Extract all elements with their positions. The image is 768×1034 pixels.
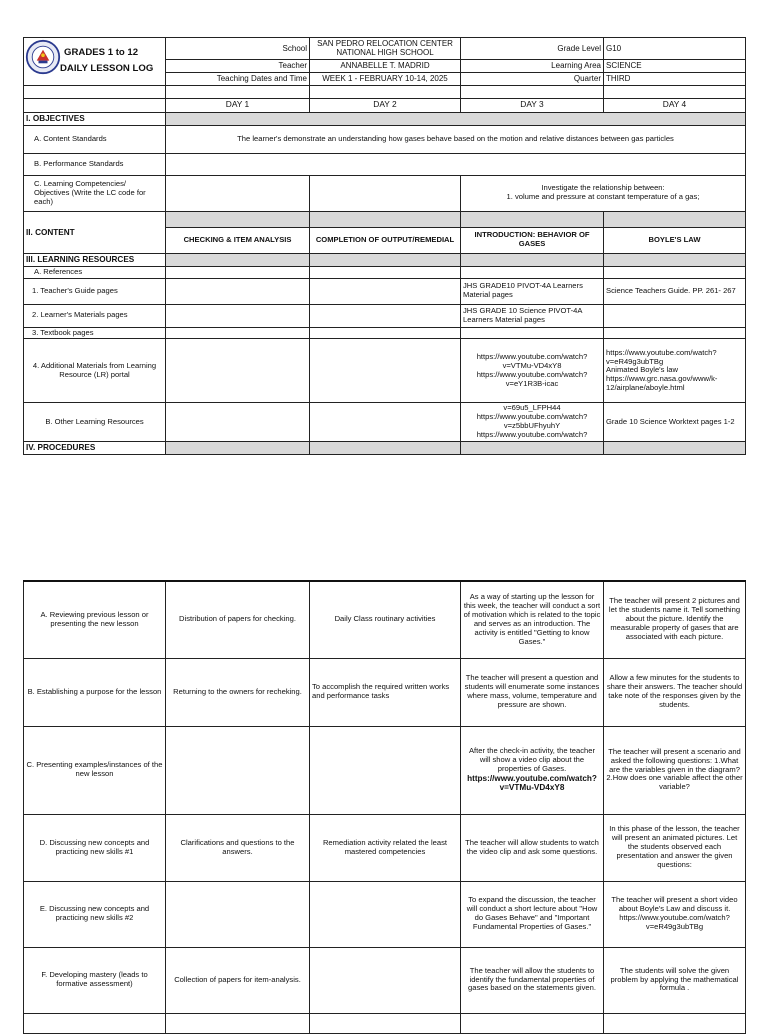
- day-header: DAY 3: [461, 98, 604, 112]
- procedure-day4: The teacher will present a short video about Boyle's Law and discuss it. https://www.youtube.com/watch?v=eR49g3ubTBg: [604, 881, 746, 947]
- procedure-day1: Distribution of papers for checking.: [166, 581, 310, 658]
- day-header: DAY 2: [310, 98, 461, 112]
- empty-cell: [166, 339, 310, 403]
- lr-portal-label: 4. Additional Materials from Learning Resource (LR) portal: [24, 339, 166, 403]
- empty-cell: [604, 266, 746, 278]
- teacher-value: ANNABELLE T. MADRID: [310, 59, 461, 72]
- procedure-day2: Remediation activity related the least mastered competencies: [310, 814, 461, 881]
- gray-band: [461, 211, 604, 227]
- competencies-value: [461, 175, 746, 211]
- procedure-day3: To expand the discussion, the teacher will conduct a short lecture about "How do Gases Behave" and "Important Fundamental Properties of Gases.": [461, 881, 604, 947]
- school-value: SAN PEDRO RELOCATION CENTER NATIONAL HIGH SCHOOL: [310, 38, 461, 60]
- procedure-row: [24, 726, 746, 814]
- empty-cell: [166, 266, 310, 278]
- lr-portal-day4: [604, 339, 746, 403]
- lr-portal-day4-link1[interactable]: https://www.youtube.com/watch?v=eR49g3ubTBg: [606, 347, 717, 366]
- school-label: School: [166, 38, 310, 60]
- procedure-day1: Collection of papers for item-analysis.: [166, 947, 310, 1013]
- competencies-line1: Investigate the relationship between:: [541, 183, 665, 193]
- content-day3: INTRODUCTION: BEHAVIOR OF GASES: [461, 227, 604, 253]
- procedure-day2: [310, 726, 461, 814]
- empty-cell: [166, 278, 310, 304]
- spacer-cell: [461, 85, 604, 98]
- procedure-row: [24, 947, 746, 1013]
- procedure-day3: [461, 726, 604, 814]
- procedure-day4: In this phase of the lesson, the teacher will present an animated pictures. Let the students observed each presentation and answer the given questions:: [604, 814, 746, 881]
- gray-band: [166, 253, 310, 266]
- day-corner-cell: [24, 98, 166, 112]
- empty-cell: [166, 403, 310, 442]
- procedure-day3: The teacher will present a question and students will enumerate some instances where mass, volume, temperature and pressure are shown.: [461, 658, 604, 726]
- empty-cell: [461, 327, 604, 339]
- empty-cell: [24, 1013, 166, 1033]
- procedure-label: D. Discussing new concepts and practicing new skills #1: [24, 814, 166, 881]
- empty-cell: [604, 304, 746, 327]
- gray-band: [604, 253, 746, 266]
- gray-band: [604, 442, 746, 455]
- procedure-row: [24, 658, 746, 726]
- gray-band: [166, 112, 746, 125]
- procedure-day1: [166, 881, 310, 947]
- learners-materials-day3: JHS GRADE 10 Science PIVOT-4A Learners Material pages: [461, 304, 604, 327]
- empty-cell: [310, 1013, 461, 1033]
- procedure-label: E. Discussing new concepts and practicing new skills #2: [24, 881, 166, 947]
- gray-band: [604, 211, 746, 227]
- empty-cell: [604, 1013, 746, 1033]
- learners-materials-label: 2. Learner's Materials pages: [24, 304, 166, 327]
- empty-cell: [310, 266, 461, 278]
- teachers-guide-day4: Science Teachers Guide. PP. 261- 267: [604, 278, 746, 304]
- gray-band: [310, 253, 461, 266]
- objectives-heading: I. OBJECTIVES: [24, 112, 166, 125]
- empty-cell: [310, 327, 461, 339]
- content-standards-value: The learner's demonstrate an understanding how gases behave based on the motion and relative distances between gas particles: [166, 125, 746, 153]
- learning-area-label: Learning Area: [461, 59, 604, 72]
- empty-cell: [461, 1013, 604, 1033]
- procedure-row: [24, 881, 746, 947]
- content-heading: II. CONTENT: [24, 211, 166, 253]
- empty-cell: [461, 266, 604, 278]
- procedure-label: C. Presenting examples/instances of the new lesson: [24, 726, 166, 814]
- lr-portal-day4-link2[interactable]: https://www.grc.nasa.gov/www/k-12/airplane/aboyle.html: [606, 374, 718, 393]
- spacer-cell: [604, 85, 746, 98]
- content-day1: CHECKING & ITEM ANALYSIS: [166, 227, 310, 253]
- competencies-day2: [310, 175, 461, 211]
- lesson-log-table-procedures: [23, 580, 746, 1034]
- gray-band: [310, 442, 461, 455]
- procedure-row: [24, 1013, 746, 1033]
- gray-band: [461, 253, 604, 266]
- procedure-day4: The students will solve the given problem by applying the mathematical formula .: [604, 947, 746, 1013]
- lr-portal-day3[interactable]: https://www.youtube.com/watch?v=VTMu-VD4xY8 https://www.youtube.com/watch?v=eY1R3B-icac: [461, 339, 604, 403]
- deped-seal-icon: [25, 39, 61, 75]
- procedure-day2: Daily Class routinary activities: [310, 581, 461, 658]
- teacher-label: Teacher: [166, 59, 310, 72]
- procedure-day3: The teacher will allow students to watch the video clip and ask some questions.: [461, 814, 604, 881]
- dates-value: WEEK 1 - FEBRUARY 10-14, 2025: [310, 72, 461, 85]
- grade-level-value: G10: [604, 38, 746, 60]
- content-day4: BOYLE'S LAW: [604, 227, 746, 253]
- empty-cell: [166, 327, 310, 339]
- content-day2: COMPLETION OF OUTPUT/REMEDIAL: [310, 227, 461, 253]
- grade-level-label: Grade Level: [461, 38, 604, 60]
- lesson-log-table-top: [23, 37, 746, 455]
- textbook-label: 3. Textbook pages: [24, 327, 166, 339]
- procedure-day4: Allow a few minutes for the students to share their answers. The teacher should take note of the responses given by the students.: [604, 658, 746, 726]
- empty-cell: [604, 327, 746, 339]
- dates-label: Teaching Dates and Time: [166, 72, 310, 85]
- procedure-day1: Clarifications and questions to the answers.: [166, 814, 310, 881]
- lr-portal-day4-text: Animated Boyle's law: [606, 365, 678, 375]
- empty-cell: [310, 278, 461, 304]
- spacer-cell: [310, 85, 461, 98]
- procedure-day3: As a way of starting up the lesson for this week, the teacher will conduct a sort of motivation which is related to the topic and serves as an introduction. The activity is entitled "Getting to know Gases.": [461, 581, 604, 658]
- procedure-label: F. Developing mastery (leads to formative assessment): [24, 947, 166, 1013]
- performance-standards-label: B. Performance Standards: [24, 153, 166, 175]
- procedure-label: A. Reviewing previous lesson or presenting the new lesson: [24, 581, 166, 658]
- procedure-day4: The teacher will present a scenario and asked the following questions: 1.What are the variables given in the diagram? 2.How does one variable affect the other variable?: [604, 726, 746, 814]
- header-title-cell: [24, 38, 166, 86]
- day-header: DAY 4: [604, 98, 746, 112]
- procedure-day2: To accomplish the required written works and performance tasks: [310, 658, 461, 726]
- video-link[interactable]: https://www.youtube.com/watch?v=VTMu-VD4xY8: [467, 773, 597, 793]
- quarter-label: Quarter: [461, 72, 604, 85]
- procedure-day1: Returning to the owners for recheking.: [166, 658, 310, 726]
- other-resources-day3[interactable]: v=69u5_LFPH44 https://www.youtube.com/watch?v=z5bbUFhyuhY https://www.youtube.com/watch?: [461, 403, 604, 442]
- spacer-cell: [166, 85, 310, 98]
- title-line2: DAILY LESSON LOG: [60, 63, 154, 74]
- competencies-line2: 1. volume and pressure at constant temperature of a gas;: [506, 192, 700, 202]
- references-label: A. References: [24, 266, 166, 278]
- empty-cell: [310, 304, 461, 327]
- teachers-guide-label: 1. Teacher's Guide pages: [24, 278, 166, 304]
- gray-band: [166, 211, 310, 227]
- procedure-day3: The teacher will allow the students to identify the fundamental properties of gases based on the statements given.: [461, 947, 604, 1013]
- day-header: DAY 1: [166, 98, 310, 112]
- gray-band: [166, 442, 310, 455]
- competencies-day1: [166, 175, 310, 211]
- empty-cell: [166, 304, 310, 327]
- procedure-day2: [310, 947, 461, 1013]
- spacer-cell: [24, 85, 166, 98]
- procedure-day2: [310, 881, 461, 947]
- resources-heading: III. LEARNING RESOURCES: [24, 253, 166, 266]
- other-resources-label: B. Other Learning Resources: [24, 403, 166, 442]
- procedures-heading: IV. PROCEDURES: [24, 442, 166, 455]
- empty-cell: [310, 403, 461, 442]
- gray-band: [461, 442, 604, 455]
- learning-area-value: SCIENCE: [604, 59, 746, 72]
- procedure-day3-text: After the check-in activity, the teacher will show a video clip about the properties of Gases.: [468, 745, 596, 773]
- quarter-value: THIRD: [604, 72, 746, 85]
- procedure-day1: [166, 726, 310, 814]
- content-standards-label: A. Content Standards: [24, 125, 166, 153]
- performance-standards-value: [166, 153, 746, 175]
- empty-cell: [166, 1013, 310, 1033]
- procedure-row: [24, 581, 746, 658]
- procedure-day4: The teacher will present 2 pictures and let the students name it. Tell something about the picture. Identify the measurable property of gases that are associated with each picture.: [604, 581, 746, 658]
- empty-cell: [310, 339, 461, 403]
- other-resources-day4: Grade 10 Science Worktext pages 1-2: [604, 403, 746, 442]
- competencies-label: C. Learning Competencies/ Objectives (Write the LC code for each): [24, 175, 166, 211]
- teachers-guide-day3: JHS GRADE10 PIVOT-4A Learners Material pages: [461, 278, 604, 304]
- procedure-label: B. Establishing a purpose for the lesson: [24, 658, 166, 726]
- title-line1: GRADES 1 to 12: [64, 47, 139, 58]
- gray-band: [310, 211, 461, 227]
- procedure-row: [24, 814, 746, 881]
